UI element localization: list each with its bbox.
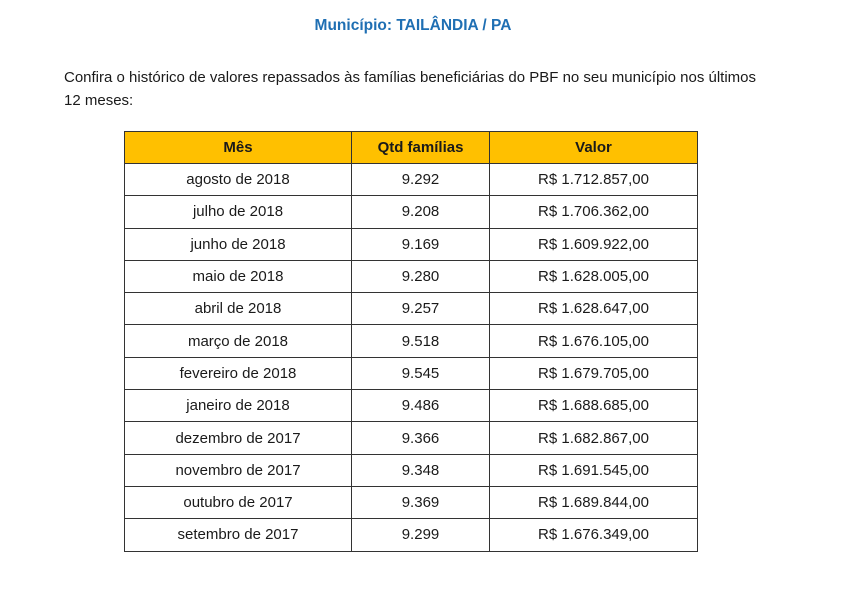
cell-families: 9.208 bbox=[352, 196, 490, 228]
cell-month: setembro de 2017 bbox=[125, 519, 352, 551]
table-row bbox=[125, 228, 698, 260]
intro-paragraph: Confira o histórico de valores repassados às famílias beneficiárias do PBF no seu município nos últimos 12 meses: bbox=[64, 69, 757, 109]
cell-value: R$ 1.676.349,00 bbox=[490, 519, 698, 551]
cell-families: 9.518 bbox=[352, 325, 490, 357]
cell-value: R$ 1.682.867,00 bbox=[490, 422, 698, 454]
cell-value: R$ 1.628.647,00 bbox=[490, 293, 698, 325]
cell-value: R$ 1.609.922,00 bbox=[490, 228, 698, 260]
cell-month: julho de 2018 bbox=[125, 196, 352, 228]
cell-families: 9.366 bbox=[352, 422, 490, 454]
cell-value: R$ 1.712.857,00 bbox=[490, 164, 698, 196]
table-row bbox=[125, 325, 698, 357]
page-title: Município: TAILÂNDIA / PA bbox=[314, 17, 512, 34]
cell-value: R$ 1.676.105,00 bbox=[490, 325, 698, 357]
cell-month: novembro de 2017 bbox=[125, 454, 352, 486]
table-row bbox=[125, 519, 698, 551]
cell-families: 9.486 bbox=[352, 390, 490, 422]
table-row bbox=[125, 486, 698, 518]
column-header-value: Valor bbox=[490, 132, 698, 164]
cell-families: 9.280 bbox=[352, 260, 490, 292]
table-row bbox=[125, 454, 698, 486]
table-row bbox=[125, 196, 698, 228]
cell-families: 9.292 bbox=[352, 164, 490, 196]
cell-families: 9.348 bbox=[352, 454, 490, 486]
cell-value: R$ 1.706.362,00 bbox=[490, 196, 698, 228]
cell-month: dezembro de 2017 bbox=[125, 422, 352, 454]
table-body bbox=[125, 164, 698, 552]
cell-month: abril de 2018 bbox=[125, 293, 352, 325]
cell-month: fevereiro de 2018 bbox=[125, 357, 352, 389]
cell-month: junho de 2018 bbox=[125, 228, 352, 260]
cell-value: R$ 1.688.685,00 bbox=[490, 390, 698, 422]
table-row bbox=[125, 390, 698, 422]
cell-month: janeiro de 2018 bbox=[125, 390, 352, 422]
cell-families: 9.169 bbox=[352, 228, 490, 260]
table-row bbox=[125, 260, 698, 292]
table-row bbox=[125, 357, 698, 389]
cell-families: 9.545 bbox=[352, 357, 490, 389]
cell-families: 9.369 bbox=[352, 486, 490, 518]
cell-value: R$ 1.689.844,00 bbox=[490, 486, 698, 518]
payments-table bbox=[124, 131, 698, 552]
cell-month: maio de 2018 bbox=[125, 260, 352, 292]
cell-month: agosto de 2018 bbox=[125, 164, 352, 196]
column-header-month: Mês bbox=[125, 132, 352, 164]
cell-value: R$ 1.679.705,00 bbox=[490, 357, 698, 389]
cell-month: outubro de 2017 bbox=[125, 486, 352, 518]
table-header-row bbox=[125, 132, 698, 164]
cell-families: 9.299 bbox=[352, 519, 490, 551]
column-header-families: Qtd famílias bbox=[352, 132, 490, 164]
cell-value: R$ 1.691.545,00 bbox=[490, 454, 698, 486]
cell-families: 9.257 bbox=[352, 293, 490, 325]
cell-month: março de 2018 bbox=[125, 325, 352, 357]
table-row bbox=[125, 293, 698, 325]
cell-value: R$ 1.628.005,00 bbox=[490, 260, 698, 292]
table-row bbox=[125, 164, 698, 196]
table-row bbox=[125, 422, 698, 454]
